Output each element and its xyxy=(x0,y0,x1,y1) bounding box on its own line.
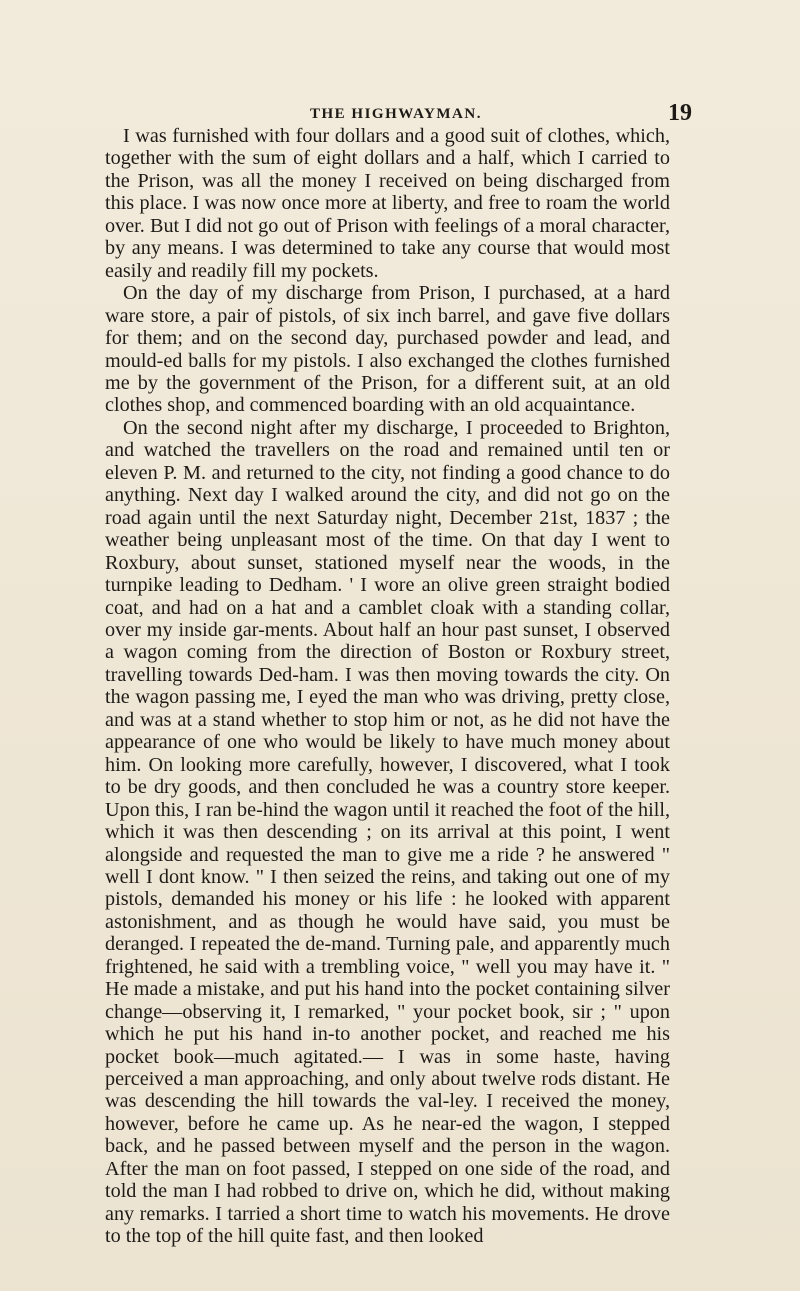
running-title: THE HIGHWAYMAN. xyxy=(310,106,482,122)
page-number: 19 xyxy=(668,100,692,126)
paragraph: I was furnished with four dollars and a good suit of clothes, which, together with the sum of eight dollars and a half, which I carried to the Prison, was all the money I received on being discharged from this place. I was now once more at liberty, and free to roam the world over. But I did not go out of Prison with feelings of a moral character, by any means. I was determined to take any course that would most easily and readily fill my pockets. xyxy=(105,125,670,282)
paragraph: On the second night after my discharge, I proceeded to Brighton, and watched the travellers on the road and remained until ten or eleven P. M. and returned to the city, not finding a good chance to do anything. Next day I walked around the city, and did not go on the road again until the next Saturday night, December 21st, 1837 ; the weather being unpleasant most of the time. On that day I went to Roxbury, about sunset, stationed myself near the woods, in the turnpike leading to Dedham. ' I wore an olive green straight bodied coat, and had on a hat and a camblet cloak with a standing collar, over my inside gar-ments. About half an hour past sunset, I observed a wagon coming from the direction of Boston or Roxbury street, travelling towards Ded-ham. I was then moving towards the city. On the wagon passing me, I eyed the man who was driving, pretty close, and was at a stand whether to stop him or not, as he did not have the appearance of one who would be likely to have much money about him. On looking more carefully, however, I discovered, what I took to be dry goods, and then concluded he was a country store keeper. Upon this, I ran be-hind the wagon until it reached the foot of the hill, which it was then descending ; on its arrival at this point, I went alongside and requested the man to give me a ride ? he answered " well I dont know. " I then seized the reins, and taking out one of my pistols, demanded his money or his life : he looked with apparent astonishment, and as though he would have said, you must be deranged. I repeated the de-mand. Turning pale, and apparently much frightened, he said with a trembling voice, " well you may have it. " He made a mistake, and put his hand into the pocket containing silver change—observing it, I remarked, " your pocket book, sir ; " upon which he put his hand in-to another pocket, and reached me his pocket book—much agitated.— I was in some haste, having perceived a man approaching, and only about twelve rods distant. He was descending the hill towards the val-ley. I received the money, however, before he came up. As he near-ed the wagon, I stepped back, and he passed between myself and the person in the wagon. After the man on foot passed, I stepped on one side of the road, and told the man I had robbed to drive on, which he did, without making any remarks. I tarried a short time to watch his movements. He drove to the top of the hill quite fast, and then looked xyxy=(105,416,670,1248)
body-text xyxy=(105,125,670,1248)
paragraph: On the day of my discharge from Prison, I purchased, at a hard ware store, a pair of pistols, of six inch barrel, and gave five dollars for them; and on the second day, purchased powder and lead, and mould-ed balls for my pistols. I also exchanged the clothes furnished me by the government of the Prison, for a different suit, at an old clothes shop, and commenced boarding with an old acquaintance. xyxy=(105,282,670,417)
